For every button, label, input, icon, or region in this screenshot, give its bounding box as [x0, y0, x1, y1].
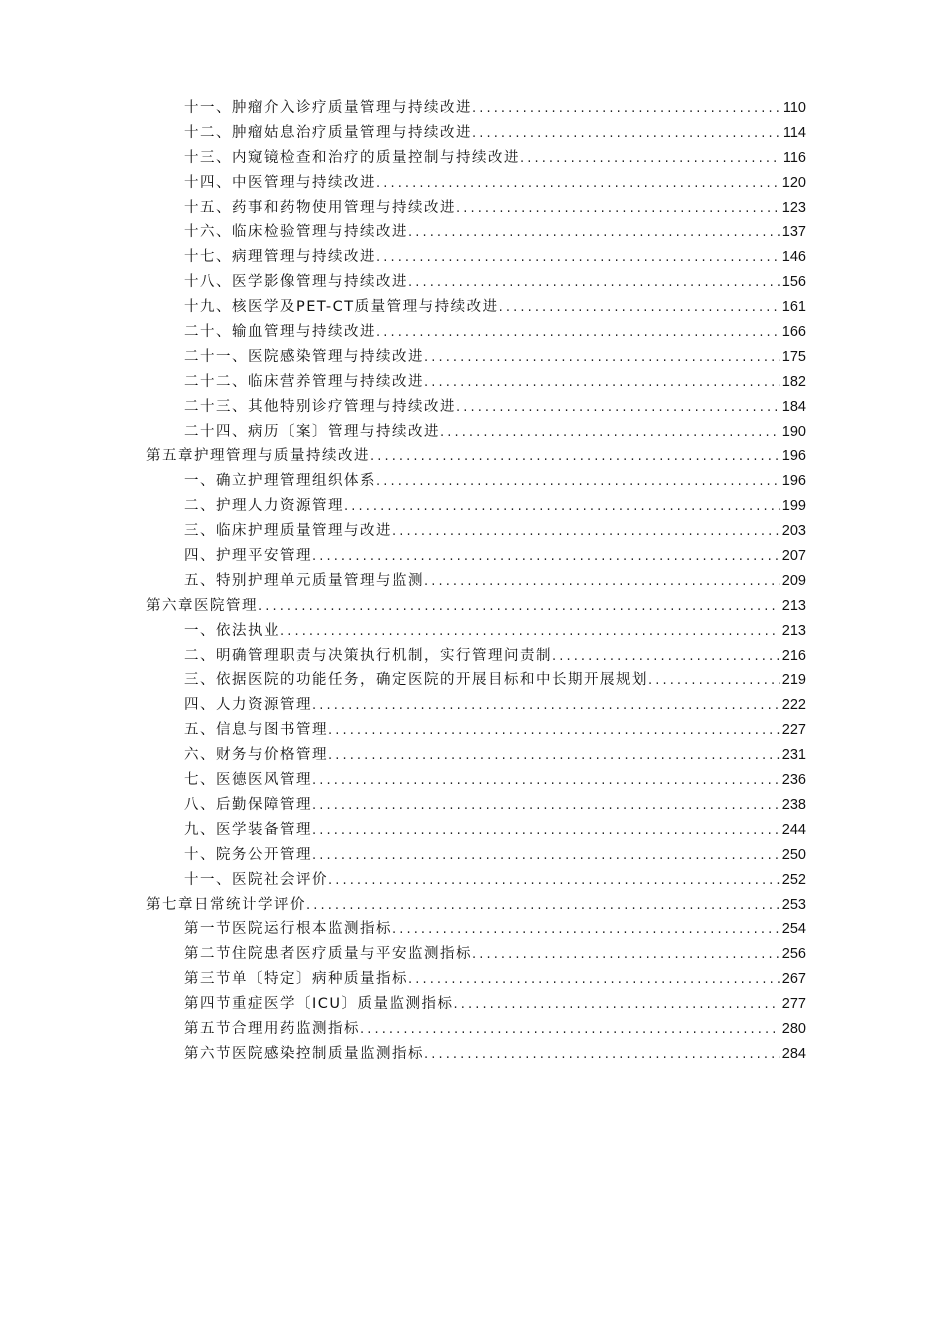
toc-entry-title: 十二、肿瘤姑息治疗质量管理与持续改进: [184, 124, 472, 141]
toc-dot-leader: [408, 221, 780, 246]
toc-entry-title: 第五章护理管理与质量持续改进: [146, 448, 370, 465]
toc-section-entry[interactable]: [146, 420, 806, 445]
toc-dot-leader: [456, 197, 780, 222]
toc-page-number: 161: [781, 299, 806, 316]
toc-dot-leader: [344, 495, 780, 520]
toc-dot-leader: [376, 321, 780, 346]
toc-dot-leader: [376, 246, 780, 271]
toc-entry-title: 二十、输血管理与持续改进: [184, 324, 376, 341]
toc-page-number: 146: [781, 249, 806, 266]
toc-page-number: 284: [781, 1045, 806, 1062]
toc-section-entry[interactable]: [146, 569, 806, 594]
toc-page-number: 199: [781, 498, 806, 515]
toc-page-number: 203: [781, 523, 806, 540]
toc-section-entry[interactable]: [146, 718, 806, 743]
toc-entry-title: 八、后勤保障管理: [184, 796, 312, 813]
toc-page-number: 253: [781, 896, 806, 913]
toc-page-number: 114: [782, 124, 806, 141]
toc-entry-title: 十五、药事和药物使用管理与持续改进: [184, 199, 456, 216]
toc-entry-title: 二十一、医院感染管理与持续改进: [184, 348, 424, 365]
toc-dot-leader: [392, 520, 780, 545]
toc-section-entry[interactable]: [146, 668, 806, 693]
toc-page-number: 231: [781, 747, 806, 764]
toc-entry-title: 一、依法执业: [184, 622, 280, 639]
toc-page-number: 137: [781, 224, 806, 241]
toc-entry-title: 二、明确管理职责与决策执行机制，实行管理问责制: [184, 647, 552, 664]
toc-entry-title: 九、医学装备管理: [184, 821, 312, 838]
toc-section-entry[interactable]: [146, 967, 806, 992]
toc-dot-leader: [648, 669, 780, 694]
toc-page-number: 213: [781, 622, 806, 639]
toc-entry-title: 十三、内窥镜检查和治疗的质量控制与持续改进: [184, 149, 520, 166]
toc-page-number: 184: [781, 398, 806, 415]
toc-entry-title: 十八、医学影像管理与持续改进: [184, 274, 408, 291]
toc-section-entry[interactable]: [146, 644, 806, 669]
toc-entry-title: 一、确立护理管理组织体系: [184, 473, 376, 490]
toc-dot-leader: [258, 595, 780, 620]
toc-section-entry[interactable]: [146, 992, 806, 1017]
toc-page-number: 219: [781, 672, 806, 689]
toc-section-entry[interactable]: [146, 843, 806, 868]
toc-section-entry[interactable]: [146, 345, 806, 370]
toc-page-number: 267: [781, 971, 806, 988]
toc-entry-title: 二十三、其他特别诊疗管理与持续改进: [184, 398, 456, 415]
toc-page-number: 182: [781, 373, 806, 390]
toc-dot-leader: [520, 147, 781, 172]
toc-section-entry[interactable]: [146, 768, 806, 793]
toc-page-number: 175: [781, 348, 806, 365]
toc-page-number: 196: [781, 473, 806, 490]
toc-chapter-entry[interactable]: [146, 444, 806, 469]
toc-dot-leader: [328, 869, 780, 894]
toc-entry-title: 二十四、病历〔案〕管理与持续改进: [184, 423, 440, 440]
toc-section-entry[interactable]: [146, 868, 806, 893]
toc-dot-leader: [306, 894, 780, 919]
toc-entry-title: 十一、肿瘤介入诊疗质量管理与持续改进: [184, 100, 472, 116]
toc-entry-title: 二十二、临床营养管理与持续改进: [184, 373, 424, 390]
toc-page-number: 227: [781, 722, 806, 739]
toc-entry-title: 第七章日常统计学评价: [146, 896, 306, 913]
toc-dot-leader: [424, 570, 780, 595]
toc-section-entry[interactable]: [146, 171, 806, 196]
toc-page-number: 222: [781, 697, 806, 714]
toc-dot-leader: [472, 943, 780, 968]
toc-section-entry[interactable]: [146, 942, 806, 967]
toc-dot-leader: [312, 694, 780, 719]
toc-section-entry[interactable]: [146, 146, 806, 171]
toc-page-number: 110: [782, 100, 806, 116]
toc-section-entry[interactable]: [146, 793, 806, 818]
toc-section-entry[interactable]: [146, 196, 806, 221]
toc-section-entry[interactable]: [146, 494, 806, 519]
toc-dot-leader: [440, 421, 780, 446]
toc-dot-leader: [312, 819, 780, 844]
toc-section-entry[interactable]: [146, 245, 806, 270]
toc-page-number: 280: [781, 1020, 806, 1037]
toc-chapter-entry[interactable]: [146, 594, 806, 619]
toc-section-entry[interactable]: [146, 1017, 806, 1042]
toc-dot-leader: [454, 993, 780, 1018]
toc-dot-leader: [392, 918, 780, 943]
toc-page-number: 190: [781, 423, 806, 440]
toc-page-number: 277: [781, 996, 806, 1013]
toc-page-number: 213: [781, 597, 806, 614]
toc-section-entry[interactable]: [146, 818, 806, 843]
toc-dot-leader: [408, 968, 780, 993]
toc-chapter-entry[interactable]: [146, 893, 806, 918]
toc-entry-title: 十六、临床检验管理与持续改进: [184, 224, 408, 241]
toc-page-number: 256: [781, 946, 806, 963]
toc-dot-leader: [552, 645, 780, 670]
toc-entry-title: 三、依据医院的功能任务，确定医院的开展目标和中长期开展规划: [184, 672, 648, 689]
toc-section-entry[interactable]: [146, 469, 806, 494]
toc-section-entry[interactable]: [146, 370, 806, 395]
toc-entry-title: 三、临床护理质量管理与改进: [184, 523, 392, 540]
toc-dot-leader: [408, 271, 780, 296]
toc-page-number: 209: [781, 572, 806, 589]
toc-entry-title: 第一节医院运行根本监测指标: [184, 921, 392, 938]
toc-entry-title: 十四、中医管理与持续改进: [184, 174, 376, 191]
toc-dot-leader: [456, 396, 780, 421]
toc-section-entry[interactable]: [146, 320, 806, 345]
toc-dot-leader: [424, 1043, 780, 1068]
toc-dot-leader: [312, 794, 780, 819]
toc-section-entry[interactable]: [146, 519, 806, 544]
toc-dot-leader: [328, 719, 780, 744]
toc-dot-leader: [376, 470, 780, 495]
toc-entry-title: 第三节单〔特定〕病种质量指标: [184, 971, 408, 988]
toc-section-entry[interactable]: [146, 220, 806, 245]
toc-dot-leader: [472, 122, 781, 147]
toc-dot-leader: [312, 844, 780, 869]
toc-dot-leader: [424, 346, 780, 371]
toc-section-entry[interactable]: [146, 619, 806, 644]
toc-page-number: 120: [781, 174, 806, 191]
toc-section-entry[interactable]: [146, 917, 806, 942]
toc-entry-title: 二、护理人力资源管理: [184, 498, 344, 515]
toc-section-entry[interactable]: [146, 395, 806, 420]
toc-dot-leader: [280, 620, 780, 645]
toc-dot-leader: [312, 545, 780, 570]
toc-page-number: 216: [781, 647, 806, 664]
toc-page-number: 156: [781, 274, 806, 291]
toc-entry-title: 十七、病理管理与持续改进: [184, 249, 376, 266]
toc-page-number: 250: [781, 846, 806, 863]
toc-dot-leader: [360, 1018, 780, 1043]
toc-page-number: 244: [781, 821, 806, 838]
toc-page-number: 116: [782, 149, 806, 166]
toc-section-entry[interactable]: [146, 121, 806, 146]
toc-entry-title: 七、医德医风管理: [184, 772, 312, 789]
toc-entry-title: 第二节住院患者医疗质量与平安监测指标: [184, 946, 472, 963]
toc-page-number: 236: [781, 772, 806, 789]
toc-page-number: 238: [781, 796, 806, 813]
toc-page-number: 166: [781, 324, 806, 341]
toc-page-number: 123: [781, 199, 806, 216]
toc-entry-title: 第五节合理用药监测指标: [184, 1020, 360, 1037]
toc-entry-title: 五、特别护理单元质量管理与监测: [184, 572, 424, 589]
toc-entry-title: 四、人力资源管理: [184, 697, 312, 714]
table-of-contents: [146, 96, 806, 1067]
toc-page-number: 254: [781, 921, 806, 938]
toc-page-number: 196: [781, 448, 806, 465]
toc-section-entry[interactable]: [146, 544, 806, 569]
toc-entry-title: 第六章医院管理: [146, 597, 258, 614]
toc-dot-leader: [312, 769, 780, 794]
toc-entry-title: 四、护理平安管理: [184, 548, 312, 565]
toc-dot-leader: [328, 744, 780, 769]
toc-entry-title: 十一、医院社会评价: [184, 871, 328, 888]
toc-section-entry[interactable]: [146, 96, 806, 121]
toc-dot-leader: [424, 371, 780, 396]
toc-section-entry[interactable]: [146, 743, 806, 768]
toc-dot-leader: [499, 296, 780, 321]
toc-entry-title: 第四节重症医学〔ICU〕质量监测指标: [184, 996, 454, 1013]
toc-entry-title: 第六节医院感染控制质量监测指标: [184, 1045, 424, 1062]
toc-section-entry[interactable]: [146, 693, 806, 718]
toc-entry-title: 六、财务与价格管理: [184, 747, 328, 764]
toc-entry-title: 十九、核医学及PET-CT质量管理与持续改进: [184, 299, 499, 316]
toc-dot-leader: [370, 445, 780, 470]
toc-dot-leader: [376, 172, 780, 197]
toc-page-number: 252: [781, 871, 806, 888]
toc-entry-title: 十、院务公开管理: [184, 846, 312, 863]
toc-dot-leader: [472, 97, 781, 122]
toc-section-entry[interactable]: [146, 295, 806, 320]
toc-page-number: 207: [781, 548, 806, 565]
toc-section-entry[interactable]: [146, 1042, 806, 1067]
toc-section-entry[interactable]: [146, 270, 806, 295]
toc-entry-title: 五、信息与图书管理: [184, 722, 328, 739]
